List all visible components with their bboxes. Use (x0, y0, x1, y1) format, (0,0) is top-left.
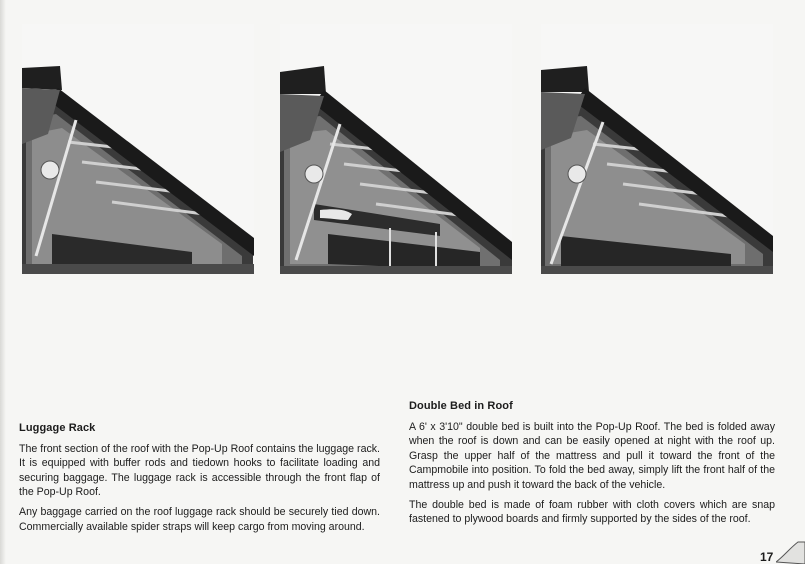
page-corner-curl (776, 540, 805, 564)
photo-roof-bed-being-pulled (280, 24, 512, 274)
double-bed-paragraph-1: A 6' x 3'10" double bed is built into the Pop-Up Roof. The bed is folded away when the roof is down and can be easily opened at night with the roof up. Grasp the upper half of the mattress and pull it toward the front of the Campmobile into position. To fold the bed away, simply lift the front half of the mattress up and push it toward the back of the vehicle. (409, 420, 775, 491)
luggage-rack-paragraph-1: The front section of the roof with the Pop-Up Roof contains the luggage rack. It is equipped with buffer rods and tiedown hooks to facilitate loading and securing baggage. The luggage rack is accessible through the front flap of the Pop-Up Roof. (19, 442, 380, 499)
page-edge (0, 0, 6, 564)
double-bed-section (409, 399, 775, 532)
photo-roof-luggage-rack-1 (22, 24, 254, 274)
double-bed-heading: Double Bed in Roof (409, 400, 513, 412)
luggage-rack-paragraph-2: Any baggage carried on the roof luggage rack should be securely tied down. Commercially available spider straps will keep cargo from moving around. (19, 505, 380, 533)
luggage-rack-heading: Luggage Rack (19, 422, 96, 434)
page-number: 17 (760, 550, 774, 564)
double-bed-paragraph-2: The double bed is made of foam rubber with cloth covers which are snap fastened to plywood boards and firmly supported by the sides of the roof. (409, 498, 775, 526)
photo-roof-luggage-rack-2 (541, 24, 773, 274)
luggage-rack-section (19, 421, 380, 539)
